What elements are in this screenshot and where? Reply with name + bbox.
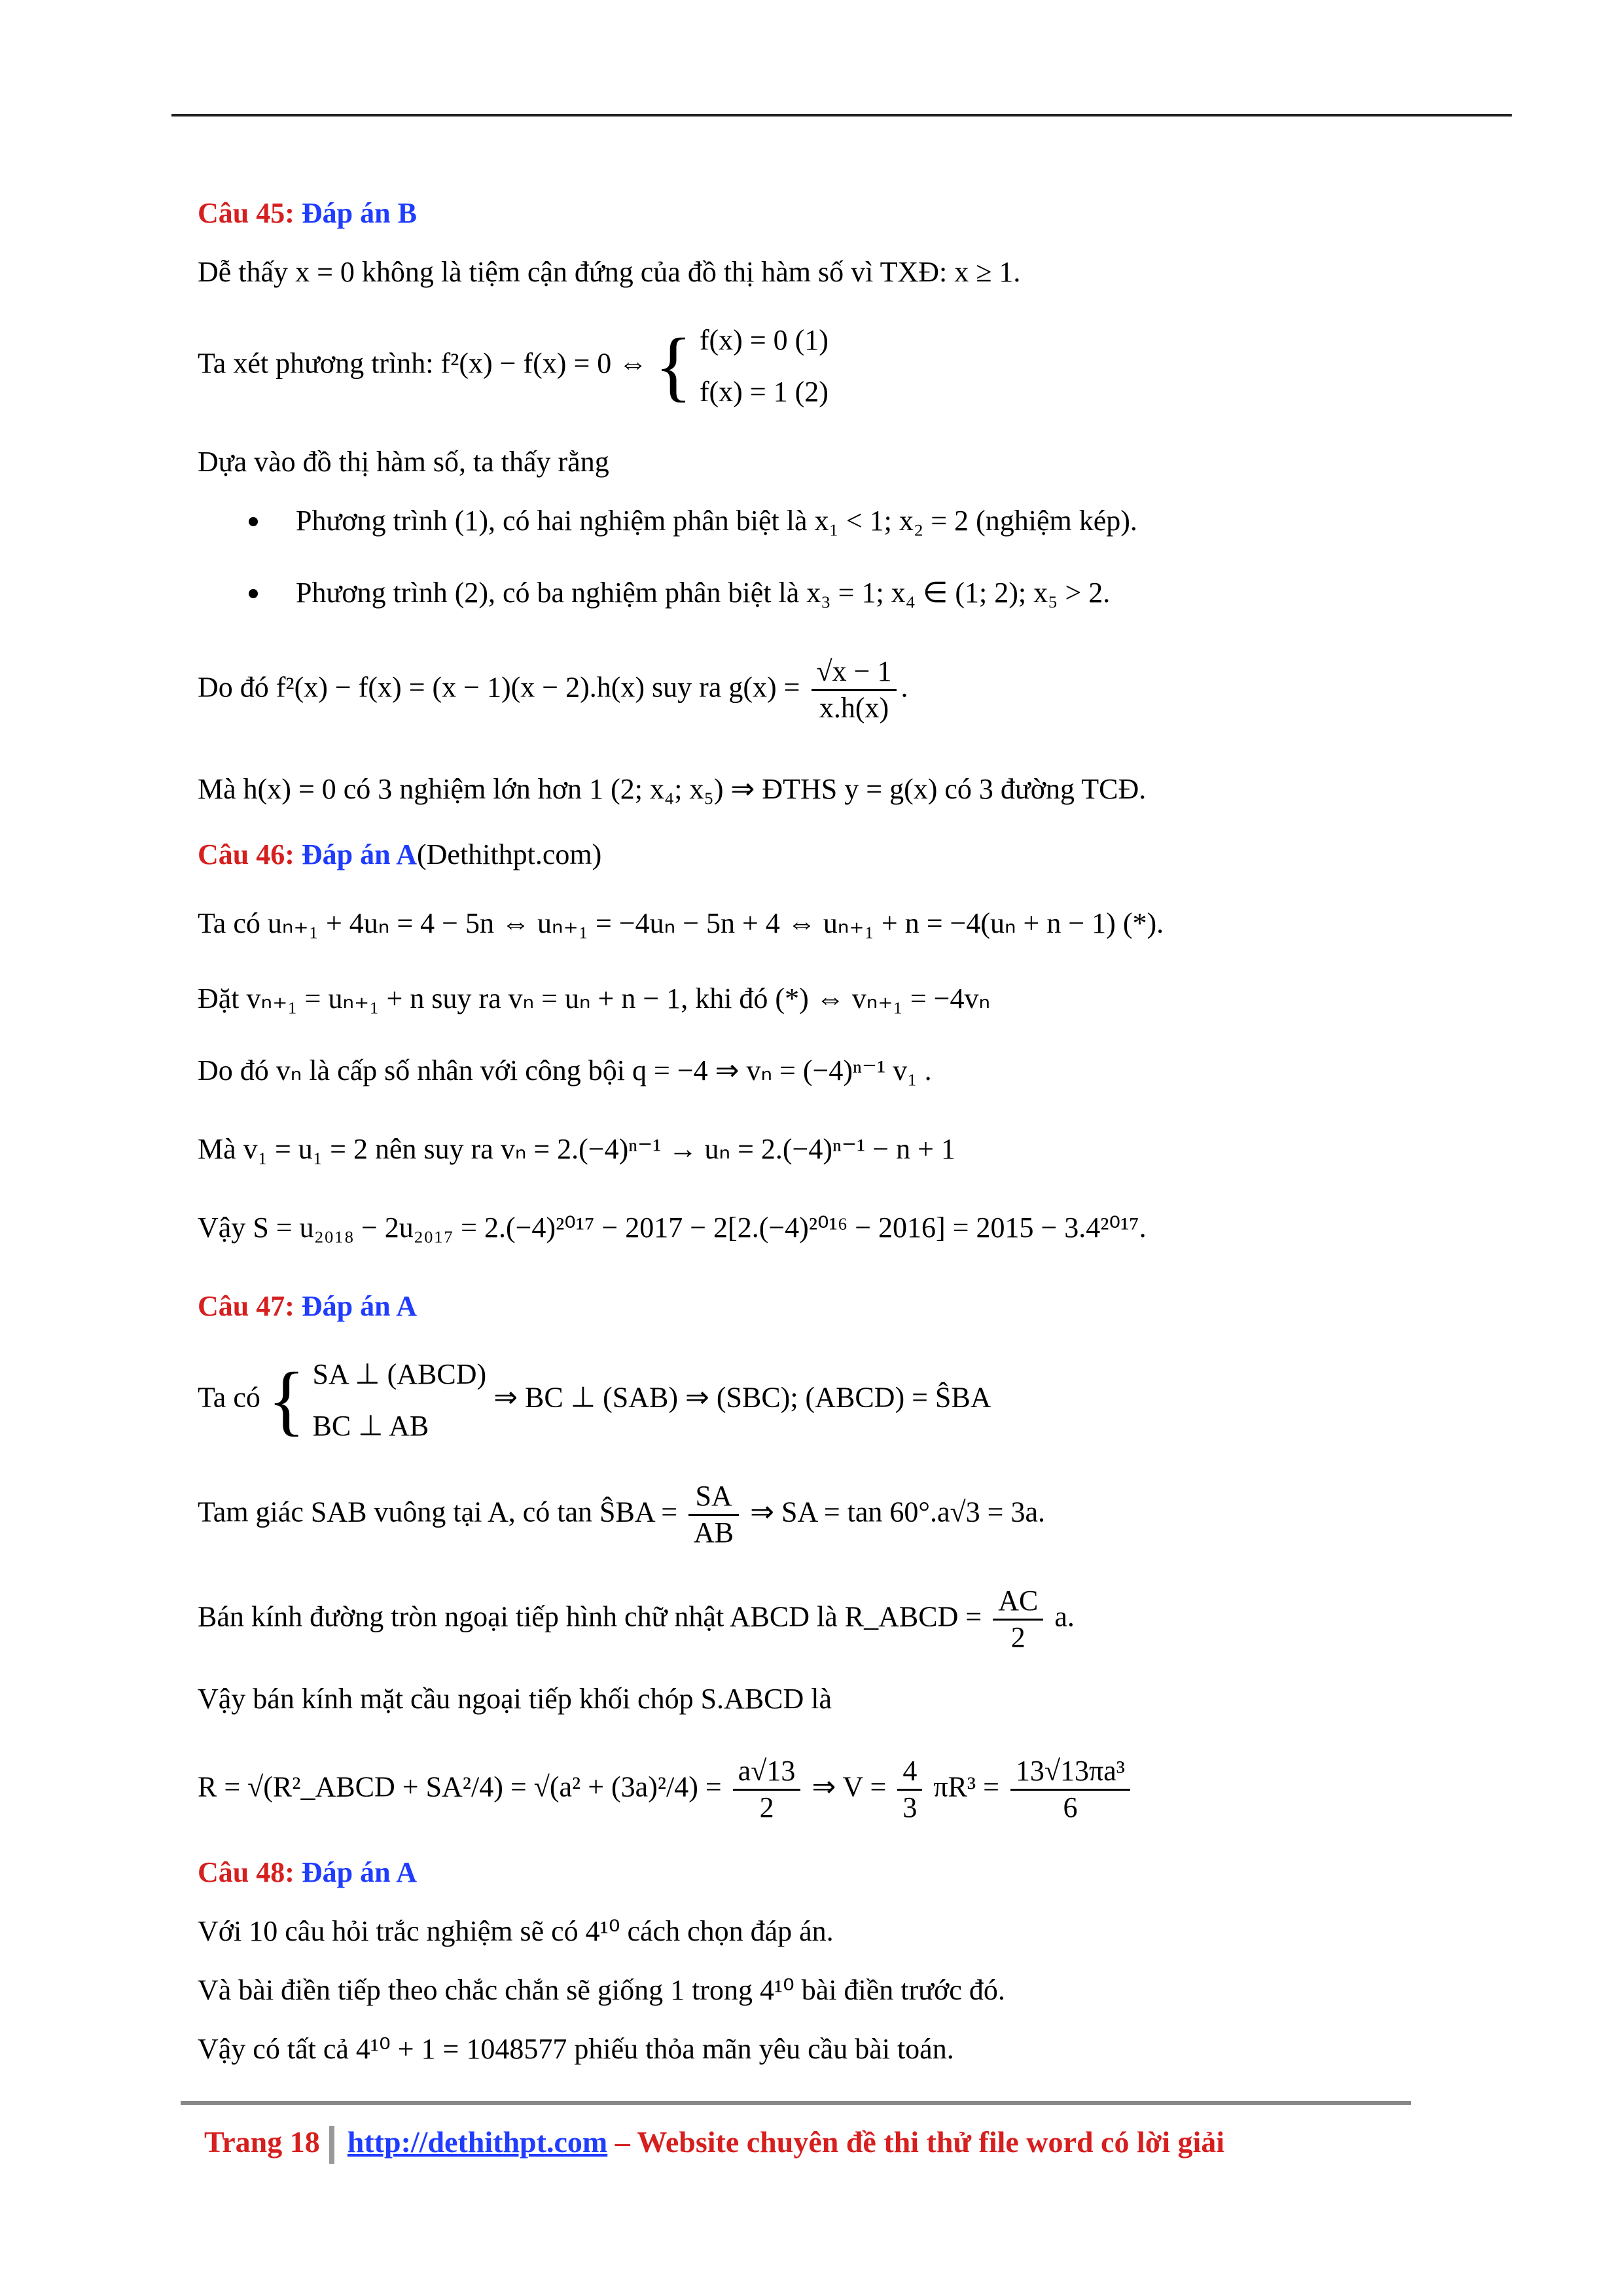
math: (*) ⇔ vₙ₊₁ = −4vₙ: [775, 982, 990, 1014]
math: uₙ₊₁ + 4uₙ = 4 − 5n ⇔ uₙ₊₁ = −4uₙ − 5n + 4 ⇔ uₙ₊₁ + n = −4(uₙ + n − 1) (*).: [267, 907, 1164, 939]
text: Bán kính đường tròn ngoại tiếp hình chữ nhật ABCD là: [198, 1600, 838, 1633]
footer-rule: [181, 2101, 1411, 2105]
bullet-icon: [249, 589, 258, 598]
text: không là tiệm cận đứng của đồ thị hàm số vì TXĐ:: [361, 256, 948, 288]
q46-heading: [198, 838, 601, 872]
text: có 3 đường TCĐ.: [944, 773, 1147, 805]
q45-line4: Do đó f²(x) − f(x) = (x − 1)(x − 2).h(x) suy ra g(x) = $\frac{√x - 1}{x.h(x)}$ .: [198, 655, 908, 726]
math: 4¹⁰: [759, 1974, 794, 2006]
text: Vậy: [198, 1211, 246, 1244]
q48-heading: [198, 1856, 417, 1890]
q48-label: Câu 48:: [198, 1856, 294, 1888]
math: vₙ = 2.(−4)ⁿ⁻¹ → uₙ = 2.(−4)ⁿ⁻¹ − n + 1: [500, 1133, 955, 1165]
text: Mà: [198, 773, 236, 805]
header-rule: [171, 114, 1512, 117]
q47-answer: Đáp án A: [301, 1290, 417, 1322]
math: y = g(x): [844, 773, 938, 805]
q47-line1: [198, 1348, 991, 1452]
text: Phương trình (2), có ba nghiệm phân biệt là: [296, 577, 800, 609]
numerator: 4: [897, 1754, 922, 1791]
text: cách chọn đáp án.: [627, 1915, 834, 1947]
q46-answer: Đáp án A: [301, 838, 417, 870]
q46-line4: [198, 1132, 955, 1167]
text: Và bài điền tiếp theo chắc chắn sẽ giống 1 trong: [198, 1974, 753, 2006]
math: πR³ =: [933, 1770, 999, 1803]
text: Dễ thấy: [198, 256, 289, 288]
text: Vậy có tất cả: [198, 2033, 349, 2065]
math: 4¹⁰ + 1 = 1048577: [355, 2033, 567, 2065]
math: vₙ₊₁ = uₙ₊₁ + n: [246, 982, 425, 1014]
math: f²(x) − f(x) = 0 ⇔: [440, 347, 648, 380]
page-number: Trang 18: [204, 2125, 320, 2159]
text: phiếu thỏa mãn yêu cầu bài toán.: [574, 2033, 954, 2065]
system: [312, 1348, 486, 1452]
site-tagline: – Website chuyên đề thi thử file word có lời giải: [615, 2125, 1225, 2159]
text: bài điền trước đó.: [801, 1974, 1005, 2006]
text: nên suy ra: [374, 1133, 493, 1165]
brace: {: [654, 322, 692, 410]
q47-line2: [198, 1479, 1045, 1551]
text: Tam giác SAB vuông tại A, có: [198, 1496, 550, 1528]
text: Ta có: [198, 1381, 260, 1414]
math: ⇒ BC ⊥ (SAB) ⇒ (SBC); (ABCD) = ŜBA: [493, 1381, 991, 1414]
math: R_ABCD =: [844, 1600, 982, 1633]
source-note: (Dethithpt.com): [416, 838, 602, 870]
fraction: [688, 1479, 739, 1551]
q45-bullet2: [296, 576, 1110, 611]
math: R = √(R²_ABCD + SA²/4) = √(a² + (3a)²/4) =: [198, 1770, 722, 1803]
q47-label: Câu 47:: [198, 1290, 294, 1322]
numerator: AC: [993, 1584, 1043, 1621]
math: S = u₂₀₁₈ − 2u₂₀₁₇ = 2.(−4)²⁰¹⁷ − 2017 − 2[2.(−4)²⁰¹⁶ − 2016] = 2015 − 3.4²⁰¹⁷.: [253, 1211, 1147, 1244]
math: x₃ = 1; x₄ ∈ (1; 2); x₅ > 2.: [806, 577, 1111, 609]
math: g(x) =: [728, 671, 800, 704]
fraction: [897, 1754, 922, 1825]
math: h(x) = 0: [243, 773, 336, 805]
q46-label: Câu 46:: [198, 838, 294, 870]
q48-line3: [198, 2032, 954, 2067]
q45-bullet1: [296, 504, 1137, 539]
fraction: [993, 1584, 1043, 1655]
q45-heading: [198, 196, 417, 231]
page-footer: [204, 2125, 1224, 2164]
bullet-icon: [249, 517, 258, 526]
denominator: 3: [902, 1791, 918, 1823]
math: f(x) = 1 (2): [699, 376, 829, 408]
text: suy ra: [652, 671, 722, 704]
denominator: x.h(x): [819, 691, 889, 724]
q47-line3: [198, 1584, 1075, 1655]
q46-line5: [198, 1211, 1147, 1246]
q48-line1: [198, 1914, 834, 1949]
text: Phương trình (1), có hai nghiệm phân biệt là: [296, 505, 808, 537]
math: x ≥ 1.: [954, 256, 1021, 288]
q47-line4: Vậy bán kính mặt cầu ngoại tiếp khối chóp S.ABCD là: [198, 1683, 832, 1715]
math: f(x) = 0 (1): [699, 324, 829, 356]
fraction: [812, 655, 897, 726]
math: q = −4 ⇒ vₙ = (−4)ⁿ⁻¹ v₁ .: [632, 1054, 932, 1086]
text: Do đó: [198, 671, 269, 704]
system: [700, 314, 829, 418]
math: BC ⊥ AB: [312, 1410, 429, 1443]
math: f²(x) − f(x) = (x − 1)(x − 2).h(x): [276, 671, 645, 704]
q45-line3: Dựa vào đồ thị hàm số, ta thấy rằng: [198, 446, 609, 478]
text: có 3 nghiệm lớn hơn 1: [343, 773, 604, 805]
denominator: 2: [759, 1791, 774, 1823]
fraction: [1010, 1754, 1130, 1825]
footer-separator: [329, 2126, 334, 2164]
numerator: a√13: [733, 1754, 801, 1791]
denominator: 2: [1010, 1621, 1026, 1653]
math: 4¹⁰: [585, 1915, 620, 1947]
site-link[interactable]: http://dethithpt.com: [347, 2125, 608, 2159]
text: ĐTHS: [762, 773, 838, 805]
math: x = 0: [295, 256, 355, 288]
text: Ta có: [198, 907, 260, 939]
text: , khi đó: [681, 982, 768, 1014]
math: vₙ: [276, 1054, 302, 1086]
q45-line2: [198, 314, 829, 418]
q47-line5: [198, 1754, 1134, 1825]
brace: {: [267, 1356, 306, 1444]
q45-line1: [198, 255, 1020, 290]
math: a.: [1054, 1600, 1075, 1633]
text: Với 10 câu hỏi trắc nghiệm sẽ có: [198, 1915, 579, 1947]
q45-label: Câu 45:: [198, 197, 294, 229]
numerator: √x − 1: [812, 655, 897, 691]
q45-line5: [198, 772, 1146, 807]
text: suy ra: [431, 982, 501, 1014]
math: v₁ = u₁ = 2: [243, 1133, 368, 1165]
text: Ta xét phương trình:: [198, 347, 434, 380]
q45-answer: Đáp án B: [301, 197, 417, 229]
math: ⇒ V =: [812, 1770, 887, 1803]
q46-line2: [198, 982, 990, 1016]
text: là cấp số nhân với công bội: [309, 1054, 626, 1086]
numerator: SA: [688, 1479, 739, 1516]
q48-line2: [198, 1973, 1005, 2008]
math: tan ŜBA =: [557, 1496, 678, 1528]
text: (nghiệm kép).: [976, 505, 1137, 537]
math: SA ⊥ (ABCD): [312, 1358, 487, 1390]
math: x₁ < 1; x₂ = 2: [814, 505, 969, 537]
denominator: 6: [1063, 1791, 1078, 1823]
q46-line3: [198, 1054, 932, 1088]
text: Mà: [198, 1133, 236, 1165]
fraction: [733, 1754, 801, 1825]
math: ⇒ SA = tan 60°.a√3 = 3a.: [750, 1496, 1046, 1528]
denominator: AB: [694, 1516, 734, 1549]
text: Do đó: [198, 1054, 269, 1086]
numerator: 13√13πa³: [1010, 1754, 1130, 1791]
math: vₙ = uₙ + n − 1: [508, 982, 681, 1014]
q48-answer: Đáp án A: [301, 1856, 417, 1888]
math: (2; x₄; x₅) ⇒: [611, 773, 755, 805]
q46-line1: [198, 906, 1164, 941]
text: Đặt: [198, 982, 240, 1014]
q47-heading: [198, 1289, 417, 1324]
